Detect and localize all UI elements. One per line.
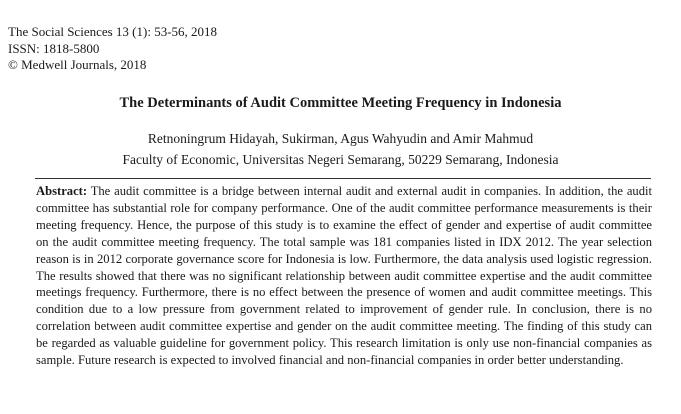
- journal-issn: ISSN: 1818-5800: [8, 40, 100, 56]
- paper-affiliation: Faculty of Economic, Universitas Negeri Semarang, 50229 Semarang, Indonesia: [122, 152, 559, 167]
- journal-info: [8, 24, 217, 74]
- paper-authors: Retnoningrum Hidayah, Sukirman, Agus Wahyudin and Amir Mahmud: [147, 131, 534, 146]
- journal-copyright: © Medwell Journals, 2018: [8, 57, 147, 72]
- journal-citation: The Social Sciences 13 (1): 53-56, 2018: [8, 24, 218, 39]
- abstract-divider: [35, 178, 651, 179]
- paper-title: The Determinants of Audit Committee Meeting Frequency in Indonesia: [119, 95, 562, 111]
- abstract-label: Abstract:: [36, 184, 88, 198]
- abstract: [36, 183, 652, 369]
- abstract-text: The audit committee is a bridge between internal audit and external audit in companies. In addition, the audit committee has substantial role for company performance. One of the audit committee performance measurements is their meeting frequency. Hence, the purpose of this study is to examine the effect of gender and expertise of audit committee on the audit committee meeting frequency. The total sample was 181 companies listed in IDX 2012. The year selection reason is in 2012 corporate governance score for Indonesia is low. Furthermore, the data analysis used logistic regression. The results showed that there was no significant relationship between audit committee expertise and the audit committee meetings frequency. Furthermore, there is no effect between the presence of women and audit committee meetings. This condition due to a low pressure from government related to improvement of gender rule. In conclusion, there is no correlation between audit committee expertise and gender on the audit committee meeting. The finding of this study can be regarded as valuable guideline for government policy. This research limitation is only use non-financial companies as sample. Future research is expected to involved financial and non-financial companies in order better understanding.: [36, 184, 652, 368]
